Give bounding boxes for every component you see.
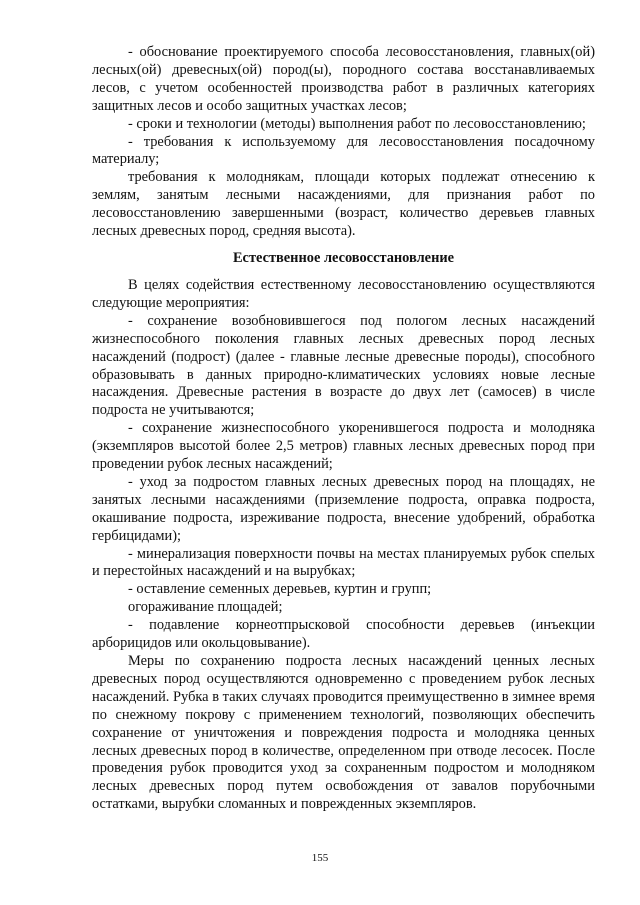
- paragraph: - обоснование проектируемого способа лесовосстановления, главных(ой) лесных(ой) древесных(ой) пород(ы), породного состава восстанавливаемых лесов, с учетом особенностей производства работ в различных категориях защитных лесов и особо защитных участках лесов;: [92, 44, 595, 114]
- paragraph: - уход за подростом главных лесных древесных пород на площадях, не занятых лесными насаждениями (приземление подроста, оправка подроста, окашивание подроста, изреживание подроста, внесение удобрений, обработка гербицидами);: [92, 473, 595, 544]
- paragraph: - сохранение возобновившегося под пологом лесных насаждений жизнеспособного поколения главных лесных древесных пород лесных насаждений (подрост) (далее - главные лесные древесные породы), способного образовывать в данных природно-климатических условиях новые лесные насаждения. Древесные растения в возрасте до двух лет (самосев) в числе подроста не учитываются;: [92, 312, 595, 419]
- paragraph: - оставление семенных деревьев, куртин и групп;: [128, 581, 432, 598]
- paragraph: огораживание площадей;: [128, 599, 283, 616]
- page-number: 155: [311, 852, 329, 864]
- document-body: [92, 44, 595, 814]
- paragraph: - подавление корнеотпрысковой способности деревьев (инъекции арборицидов или окольцовывание).: [92, 617, 595, 652]
- section-heading: Естественное лесовосстановление: [232, 249, 455, 266]
- paragraph: - требования к используемому для лесовосстановления посадочному материалу;: [92, 133, 595, 168]
- paragraph: - минерализация поверхности почвы на местах планируемых рубок спелых и перестойных насаждений и на вырубках;: [92, 545, 595, 580]
- paragraph: - сроки и технологии (методы) выполнения работ по лесовосстановлению;: [128, 115, 586, 132]
- paragraph: - сохранение жизнеспособного укоренившегося подроста и молодняка (экземпляров высотой более 2,5 метров) главных лесных древесных пород при проведении рубок лесных насаждений;: [92, 420, 595, 473]
- paragraph: требования к молоднякам, площади которых подлежат отнесению к землям, занятым лесными насаждениями, для признания работ по лесовосстановлению завершенными (возраст, количество деревьев главных лесных древесных пород, средняя высота).: [92, 169, 595, 240]
- paragraph: Меры по сохранению подроста лесных насаждений ценных лесных древесных пород осуществляются одновременно с проведением рубок лесных насаждений. Рубка в таких случаях проводится преимущественно в зимнее время по снежному покрову с применением технологий, позволяющих обеспечить сохранение от уничтожения и повреждения подроста и молодняка ценных лесных древесных пород в количестве, определенном при отводе лесосек. После проведения рубок проводится уход за сохраненным подростом и молодняком лесных древесных пород путем освобождения от завалов порубочными остатками, вырубки сломанных и поврежденных экземпляров.: [92, 653, 595, 813]
- paragraph: В целях содействия естественному лесовосстановлению осуществляются следующие мероприятия:: [92, 276, 595, 311]
